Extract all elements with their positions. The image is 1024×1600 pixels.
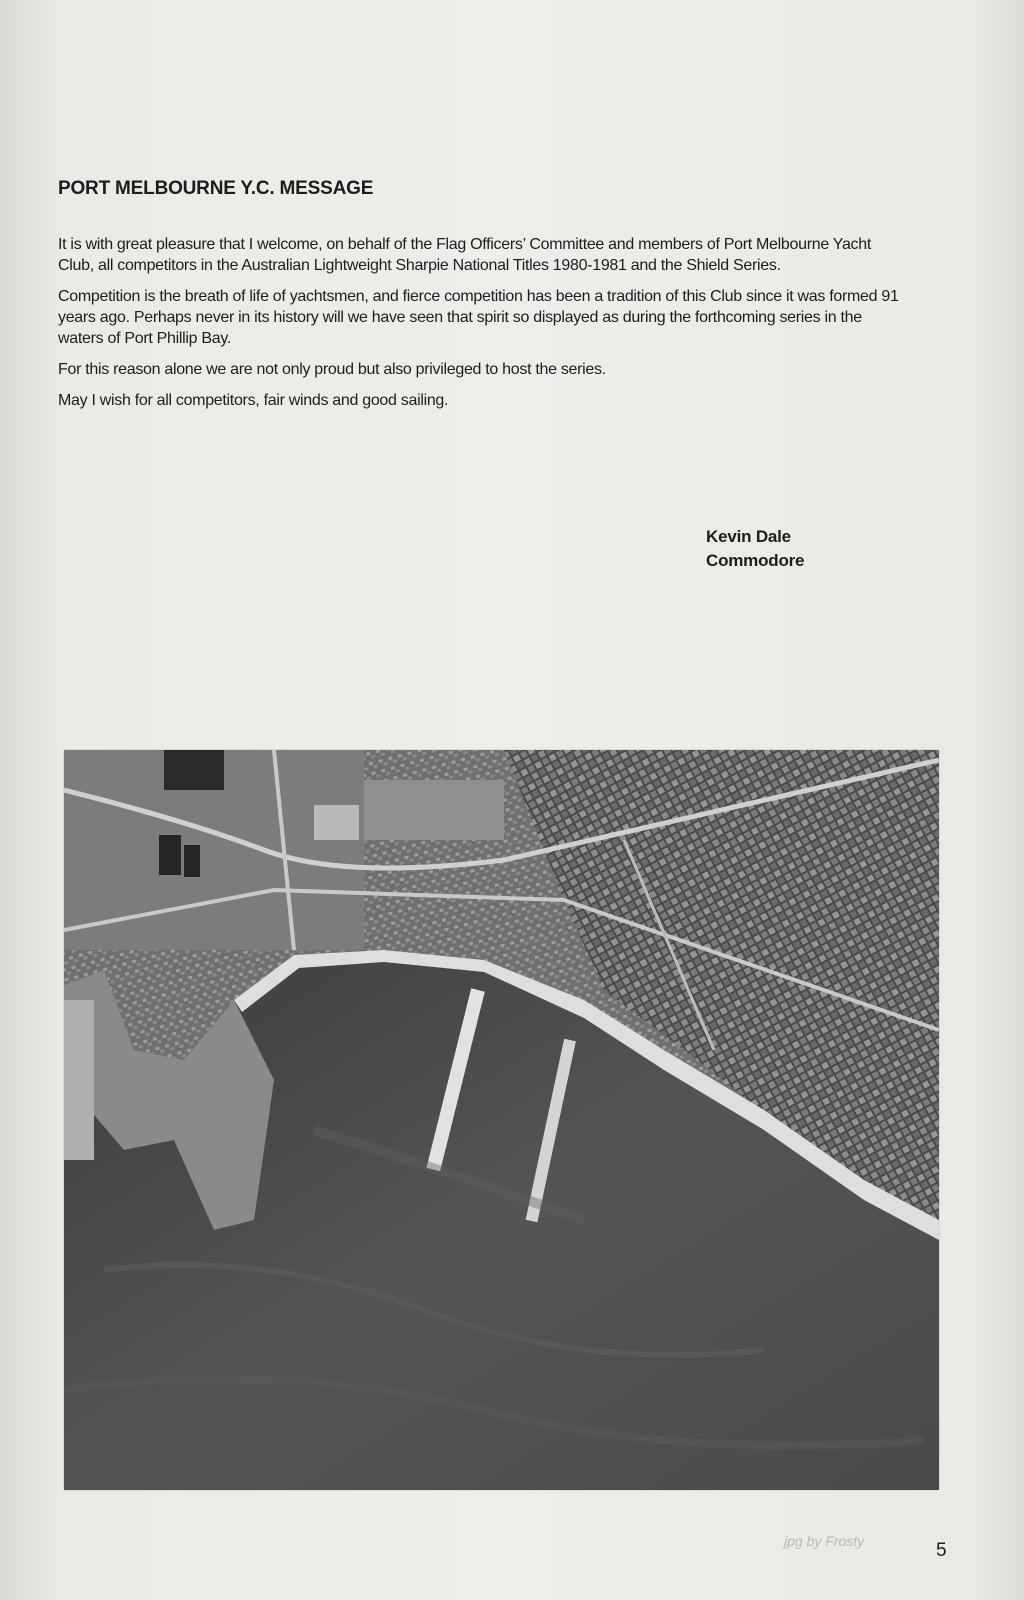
page-title: PORT MELBOURNE Y.C. MESSAGE <box>58 178 374 199</box>
message-paragraph: For this reason alone we are not only proud but also privileged to host the series. <box>58 361 606 378</box>
signature-block <box>706 525 804 573</box>
message-paragraph: May I wish for all competitors, fair winds and good sailing. <box>58 392 449 409</box>
watermark-text: jpg by Frosty <box>784 1533 865 1549</box>
message-body <box>58 234 908 421</box>
message-paragraph: Competition is the breath of life of yachtsmen, and fierce competition has been a tradition of this Club since it was formed 91 years ago. Perhaps never in its history will we have seen that spirit so displayed as during the forthcoming series in the waters of Port Phillip Bay. <box>58 288 899 347</box>
signatory-title: Commodore <box>706 551 805 570</box>
aerial-photo <box>64 750 939 1490</box>
signatory-name: Kevin Dale <box>706 527 791 546</box>
message-paragraph: It is with great pleasure that I welcome, on behalf of the Flag Officers’ Committee and members of Port Melbourne Yacht Club, all competitors in the Australian Lightweight Sharpie National Titles 1980-1981 and the Shield Series. <box>58 236 872 274</box>
page-number: 5 <box>936 1540 947 1561</box>
